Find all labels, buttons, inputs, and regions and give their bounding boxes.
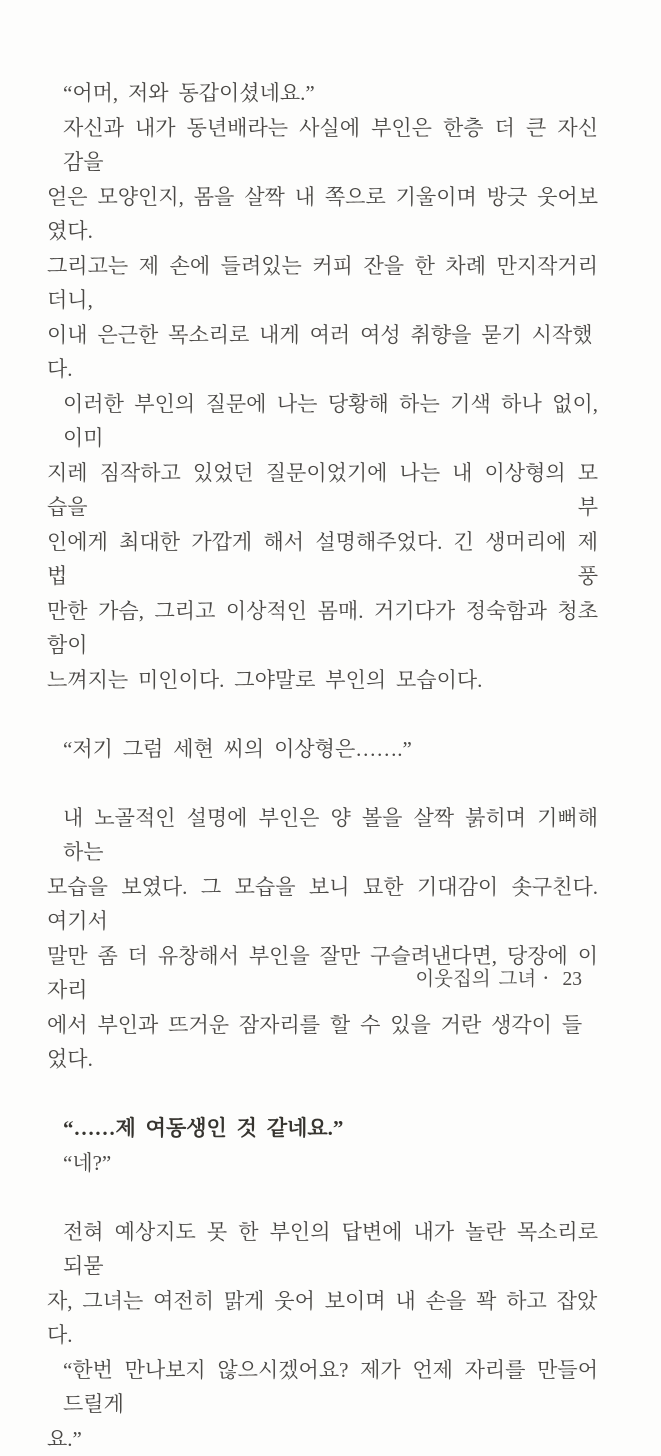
page-footer bbox=[415, 963, 582, 991]
text-line: 만한 가슴, 그리고 이상적인 몸매. 거기다가 정숙함과 청초함이 bbox=[47, 594, 598, 663]
text-line: 이내 은근한 목소리로 내게 여러 여성 취향을 묻기 시작했다. bbox=[47, 318, 598, 387]
text-line: 내 노골적인 설명에 부인은 양 볼을 살짝 붉히며 기뻐해하는 bbox=[47, 801, 598, 870]
text-line: 에서 부인과 뜨거운 잠자리를 할 수 있을 거란 생각이 들었다. bbox=[47, 1008, 598, 1077]
dialogue-line: “어머, 저와 동갑이셨네요.” bbox=[47, 76, 598, 111]
text-line: 얻은 모양인지, 몸을 살짝 내 쪽으로 기울이며 방긋 웃어보였다. bbox=[47, 180, 598, 249]
text-line: 전혀 예상지도 못 한 부인의 답변에 내가 놀란 목소리로 되묻 bbox=[47, 1215, 598, 1284]
footer-separator-dot: · bbox=[543, 970, 548, 988]
dialogue-line: “저기 그럼 세현 씨의 이상형은…….” bbox=[47, 732, 598, 767]
dialogue-line: 요.” bbox=[47, 1422, 598, 1456]
page-number: 23 bbox=[563, 969, 583, 991]
text-line: 모습을 보였다. 그 모습을 보니 묘한 기대감이 솟구친다. 여기서 bbox=[47, 870, 598, 939]
text-line: 느껴지는 미인이다. 그야말로 부인의 모습이다. bbox=[47, 663, 598, 698]
running-title: 이웃집의 그녀 bbox=[415, 969, 536, 990]
dialogue-line-emphasized: “……제 여동생인 것 같네요.” bbox=[47, 1111, 598, 1146]
text-line: 자신과 내가 동년배라는 사실에 부인은 한층 더 큰 자신감을 bbox=[47, 111, 598, 180]
body-text bbox=[47, 76, 598, 1456]
text-line: 자, 그녀는 여전히 맑게 웃어 보이며 내 손을 꽉 하고 잡았다. bbox=[47, 1284, 598, 1353]
text-line: 그리고는 제 손에 들려있는 커피 잔을 한 차례 만지작거리더니, bbox=[47, 249, 598, 318]
text-line: 인에게 최대한 가깝게 해서 설명해주었다. 긴 생머리에 제법 풍 bbox=[47, 525, 598, 594]
text-line: 지레 짐작하고 있었던 질문이었기에 나는 내 이상형의 모습을 부 bbox=[47, 456, 598, 525]
dialogue-line: “한번 만나보지 않으시겠어요? 제가 언제 자리를 만들어드릴게 bbox=[47, 1353, 598, 1422]
dialogue-line: “네?” bbox=[47, 1146, 598, 1181]
text-line: 이러한 부인의 질문에 나는 당황해 하는 기색 하나 없이, 이미 bbox=[47, 387, 598, 456]
text-line: 말만 좀 더 유창해서 부인을 잘만 구슬려낸다면, 당장에 이 자리 bbox=[47, 939, 598, 1008]
